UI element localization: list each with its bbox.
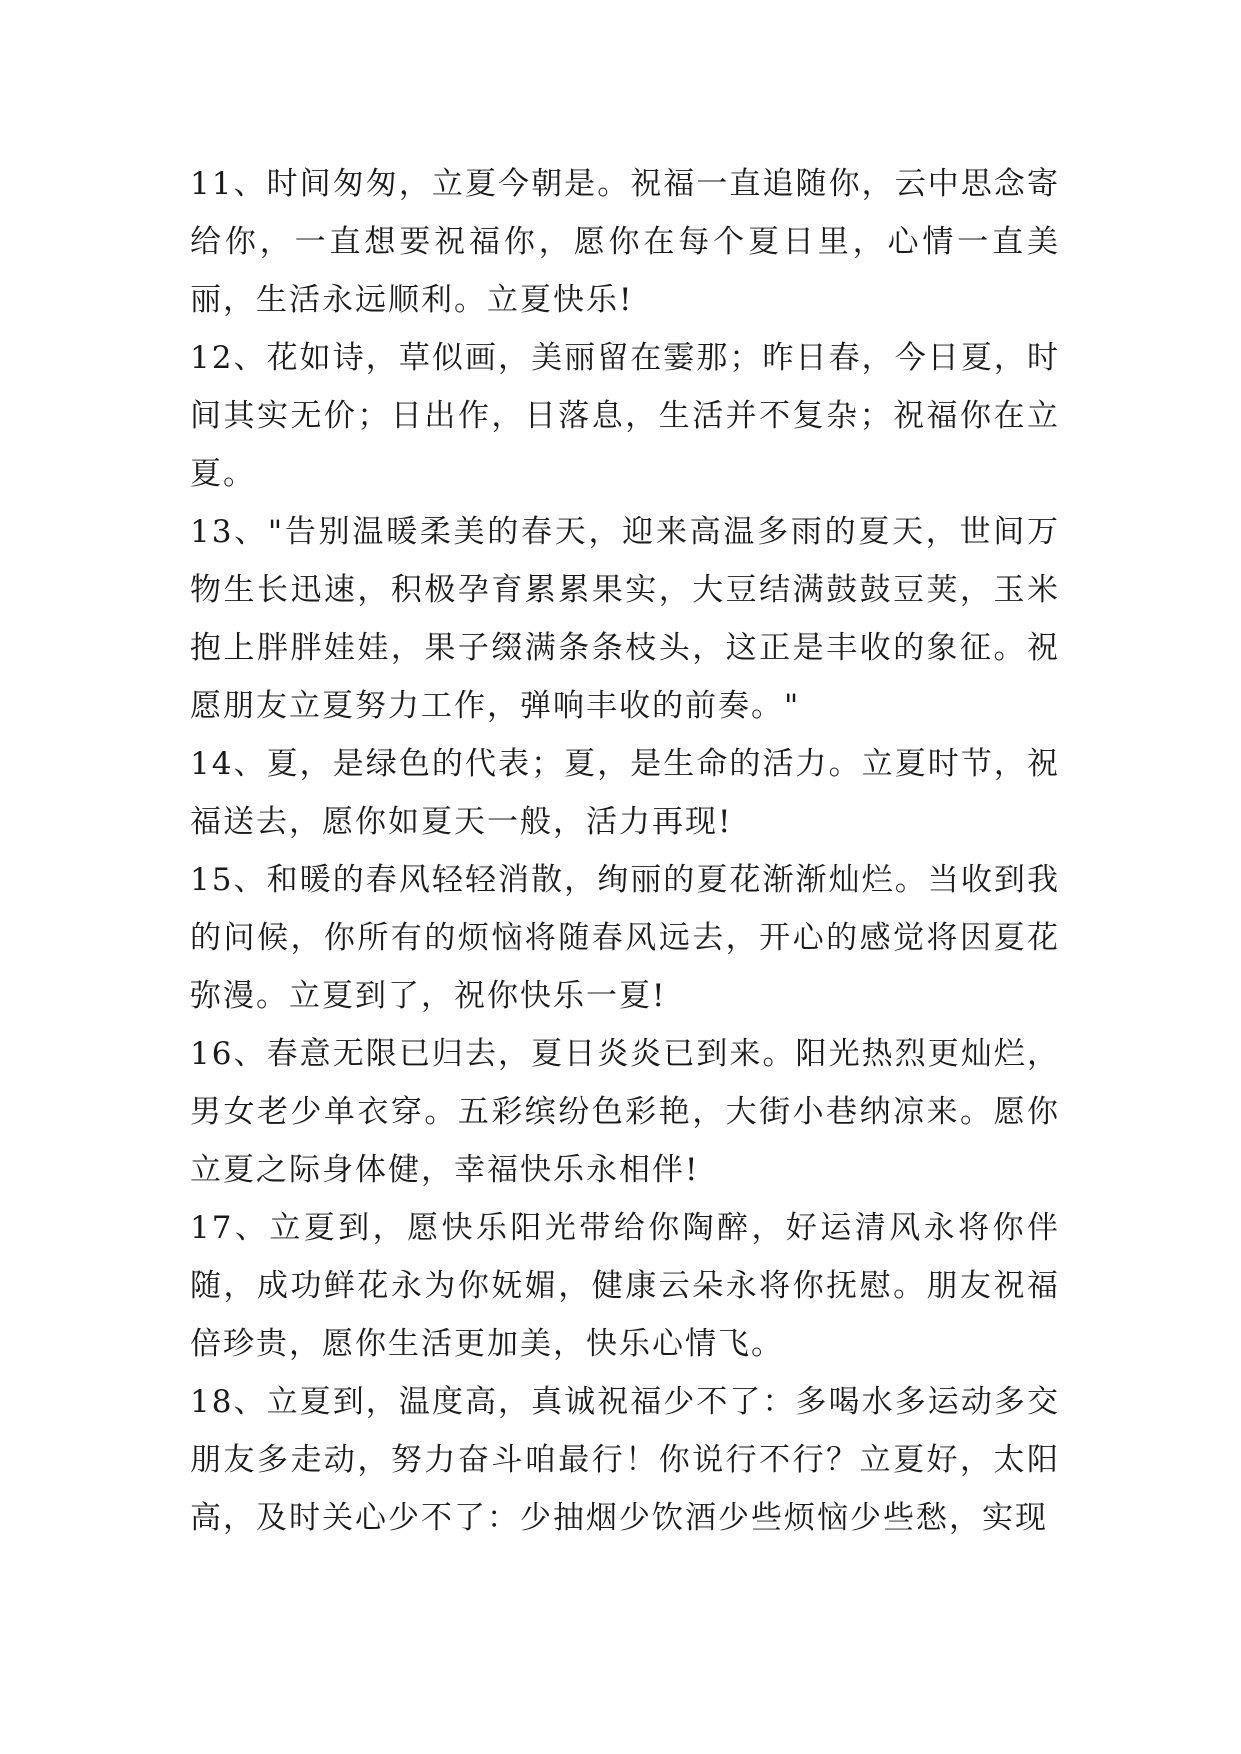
paragraph-17: 17、立夏到，愿快乐阳光带给你陶醉，好运清风永将你伴随，成功鲜花永为你妩媚，健康云朵永将你抚慰。朋友祝福倍珍贵，愿你生活更加美，快乐心情飞。	[190, 1210, 1060, 1362]
paragraph-16: 16、春意无限已归去，夏日炎炎已到来。阳光热烈更灿烂，男女老少单衣穿。五彩缤纷色彩艳，大街小巷纳凉来。愿你立夏之际身体健，幸福快乐永相伴!	[190, 1036, 1060, 1188]
paragraph-15: 15、和暖的春风轻轻消散，绚丽的夏花渐渐灿烂。当收到我的问候，你所有的烦恼将随春风远去，开心的感觉将因夏花弥漫。立夏到了，祝你快乐一夏!	[190, 862, 1060, 1014]
paragraph-14: 14、夏，是绿色的代表；夏，是生命的活力。立夏时节，祝福送去，愿你如夏天一般，活力再现!	[190, 746, 1060, 840]
paragraph-13: 13、"告别温暖柔美的春天，迎来高温多雨的夏天，世间万物生长迅速，积极孕育累累果实，大豆结满鼓鼓豆荚，玉米抱上胖胖娃娃，果子缀满条条枝头，这正是丰收的象征。祝愿朋友立夏努力工作，弹响丰收的前奏。"	[190, 514, 1060, 724]
paragraph-12: 12、花如诗，草似画，美丽留在霎那；昨日春，今日夏，时间其实无价；日出作，日落息，生活并不复杂；祝福你在立夏。	[190, 340, 1060, 492]
document-body	[190, 155, 1060, 1547]
paragraph-18: 18、立夏到，温度高，真诚祝福少不了：多喝水多运动多交朋友多走动，努力奋斗咱最行！你说行不行？立夏好，太阳高，及时关心少不了：少抽烟少饮酒少些烦恼少些愁，实现	[190, 1384, 1060, 1536]
paragraph-11: 11、时间匆匆，立夏今朝是。祝福一直追随你，云中思念寄给你，一直想要祝福你，愿你在每个夏日里，心情一直美丽，生活永远顺利。立夏快乐!	[190, 166, 1060, 318]
